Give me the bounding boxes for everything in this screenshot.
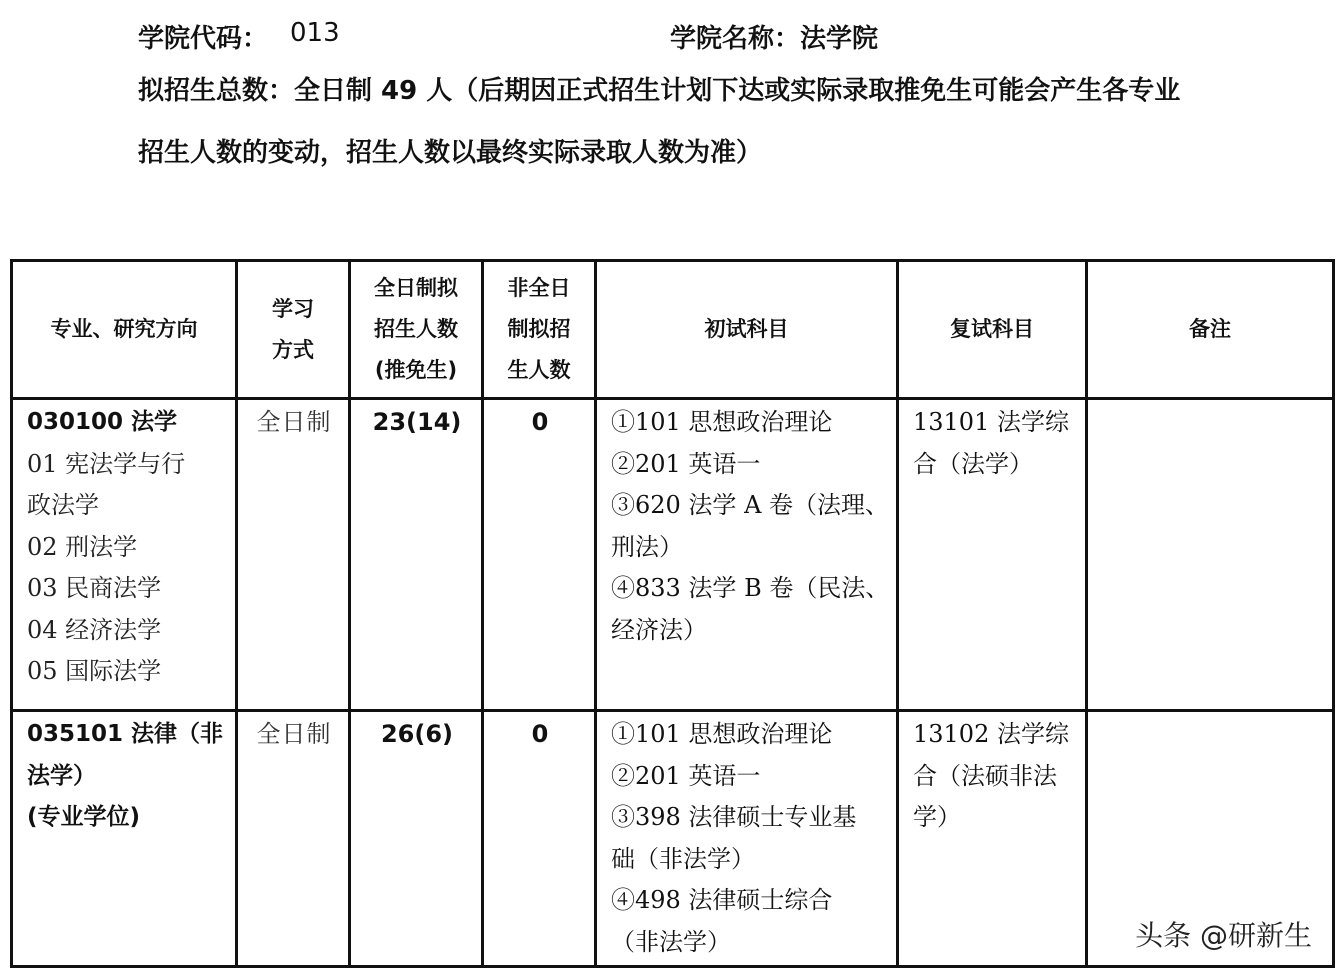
initial-exam-cell: ①101 思想政治理论 ②201 英语一 ③398 法律硕士专业基 础（非法学） ④498 法律硕士综合 （非法学） (596, 711, 898, 967)
college-code-label: 学院代码： (138, 24, 269, 54)
notes-cell (1087, 399, 1334, 711)
college-code-value: 013 (290, 18, 340, 48)
table-row (12, 399, 1334, 711)
header-major: 专业、研究方向 (12, 261, 237, 399)
study-mode-cell: 全日制 (237, 711, 350, 967)
watermark: 头条 @研新生 (1131, 914, 1316, 954)
college-name: 学院名称：法学院 (670, 24, 879, 54)
admission-table (10, 259, 1335, 968)
header-study-mode: 学习 方式 (237, 261, 350, 399)
retest-cell: 13102 法学综 合（法硕非法 学） (898, 711, 1087, 967)
enrollment-total-line-2: 招生人数的变动，招生人数以最终实际录取人数为准） (138, 138, 763, 168)
header-initial-exam: 初试科目 (596, 261, 898, 399)
major-cell: 035101 法律（非 法学） (专业学位) (12, 711, 237, 967)
fulltime-quota-cell: 26(6) (350, 711, 483, 967)
header-notes: 备注 (1087, 261, 1334, 399)
study-mode-cell: 全日制 (237, 399, 350, 711)
table-header-row (12, 261, 1334, 399)
parttime-quota-cell: 0 (483, 399, 596, 711)
header-retest: 复试科目 (898, 261, 1087, 399)
retest-cell: 13101 法学综 合（法学） (898, 399, 1087, 711)
initial-exam-cell: ①101 思想政治理论 ②201 英语一 ③620 法学 A 卷（法理、 刑法） ④833 法学 B 卷（民法、 经济法） (596, 399, 898, 711)
parttime-quota-cell: 0 (483, 711, 596, 967)
header-parttime-quota: 非全日 制拟招 生人数 (483, 261, 596, 399)
header-fulltime-quota: 全日制拟 招生人数 (推免生) (350, 261, 483, 399)
major-cell: 030100 法学 01 宪法学与行 政法学 02 刑法学 03 民商法学 04 经济法学 05 国际法学 (12, 399, 237, 711)
enrollment-total-line-1: 拟招生总数：全日制 49 人（后期因正式招生计划下达或实际录取推免生可能会产生各专业 (138, 76, 1181, 106)
fulltime-quota-cell: 23(14) (350, 399, 483, 711)
